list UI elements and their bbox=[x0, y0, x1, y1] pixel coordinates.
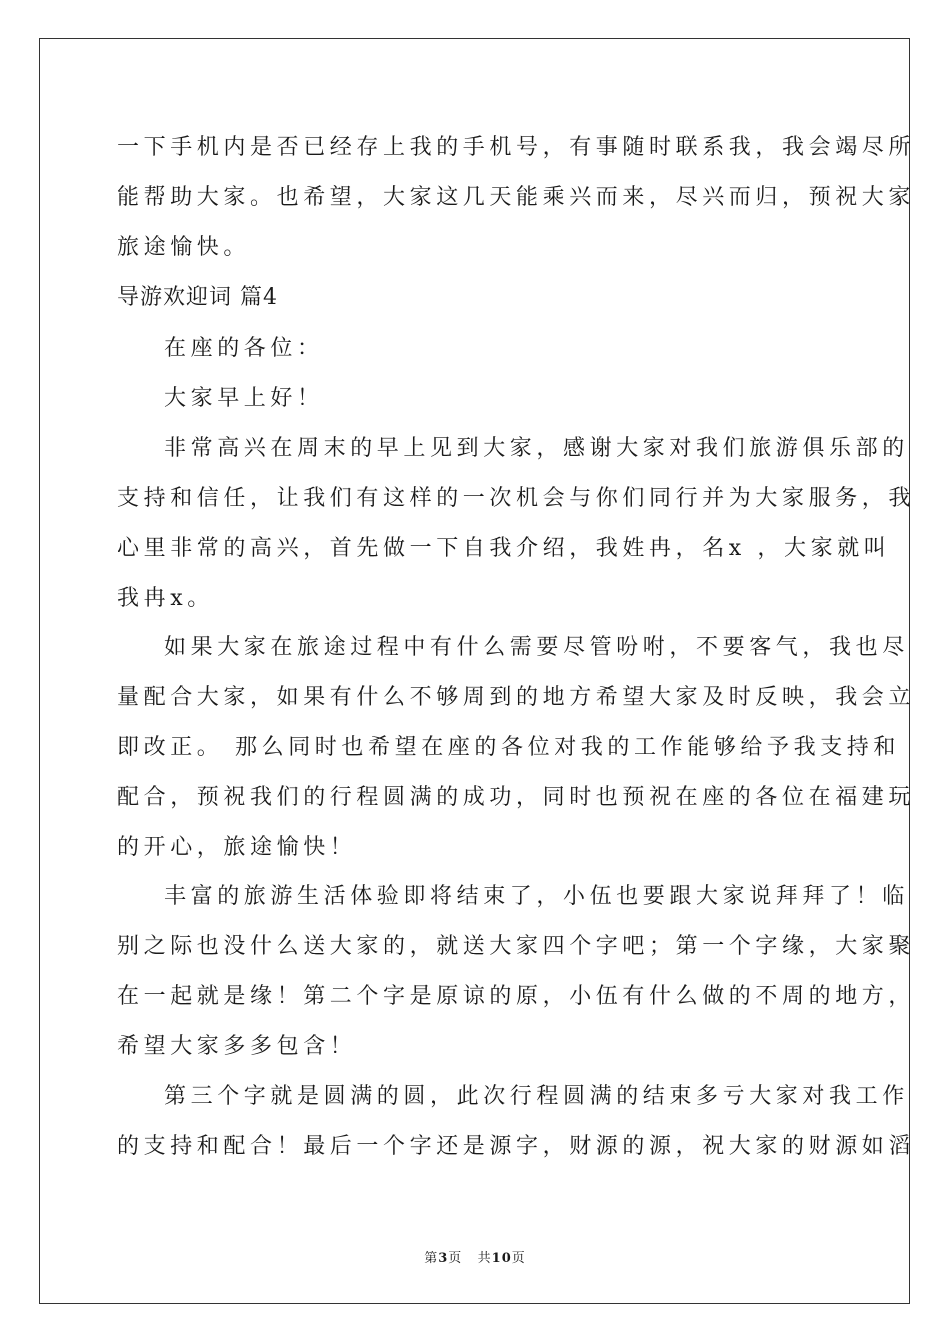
page-footer bbox=[0, 1247, 950, 1266]
total-pages: 10 bbox=[491, 1251, 512, 1266]
page-suffix: 页 bbox=[511, 1251, 526, 1266]
page-mid: 页 共 bbox=[448, 1251, 492, 1266]
text-line: 丰富的旅游生活体验即将结束了，小伍也要跟大家说拜拜了！临 bbox=[164, 884, 909, 909]
text-line: 一下手机内是否已经存上我的手机号，有事随时联系我，我会竭尽所 bbox=[117, 135, 916, 160]
text-line: 即改正。 那么同时也希望在座的各位对我的工作能够给予我支持和 bbox=[117, 735, 900, 760]
section-heading: 导游欢迎词 篇4 bbox=[117, 285, 278, 310]
text-line: 如果大家在旅途过程中有什么需要尽管吩咐，不要客气，我也尽 bbox=[164, 635, 909, 660]
page-border bbox=[39, 38, 910, 1304]
text-line: 我冉x。 bbox=[117, 586, 214, 611]
text-line: 非常高兴在周末的早上见到大家，感谢大家对我们旅游俱乐部的 bbox=[164, 436, 909, 461]
text-line: 配合，预祝我们的行程圆满的成功，同时也预祝在座的各位在福建玩 bbox=[117, 785, 916, 810]
text-line: 的开心，旅途愉快！ bbox=[117, 835, 357, 860]
page-number: 3 bbox=[438, 1251, 449, 1266]
greeting: 大家早上好！ bbox=[164, 386, 324, 411]
text-line: 能帮助大家。也希望，大家这几天能乘兴而来，尽兴而归，预祝大家 bbox=[117, 185, 916, 210]
text-line: 别之际也没什么送大家的，就送大家四个字吧；第一个字缘，大家聚 bbox=[117, 934, 916, 959]
salutation: 在座的各位： bbox=[164, 336, 324, 361]
text-line: 支持和信任，让我们有这样的一次机会与你们同行并为大家服务，我 bbox=[117, 486, 916, 511]
page-prefix: 第 bbox=[424, 1251, 439, 1266]
text-line: 旅途愉快。 bbox=[117, 235, 251, 260]
text-line: 在一起就是缘！第二个字是原谅的原，小伍有什么做的不周的地方， bbox=[117, 984, 916, 1009]
text-line: 量配合大家，如果有什么不够周到的地方希望大家及时反映，我会立 bbox=[117, 685, 916, 710]
text-line: 心里非常的高兴，首先做一下自我介绍，我姓冉，名x ，大家就叫 bbox=[117, 536, 891, 561]
text-line: 的支持和配合！最后一个字还是源字，财源的源，祝大家的财源如滔 bbox=[117, 1134, 916, 1159]
text-line: 希望大家多多包含！ bbox=[117, 1034, 357, 1059]
text-line: 第三个字就是圆满的圆，此次行程圆满的结束多亏大家对我工作 bbox=[164, 1084, 909, 1109]
